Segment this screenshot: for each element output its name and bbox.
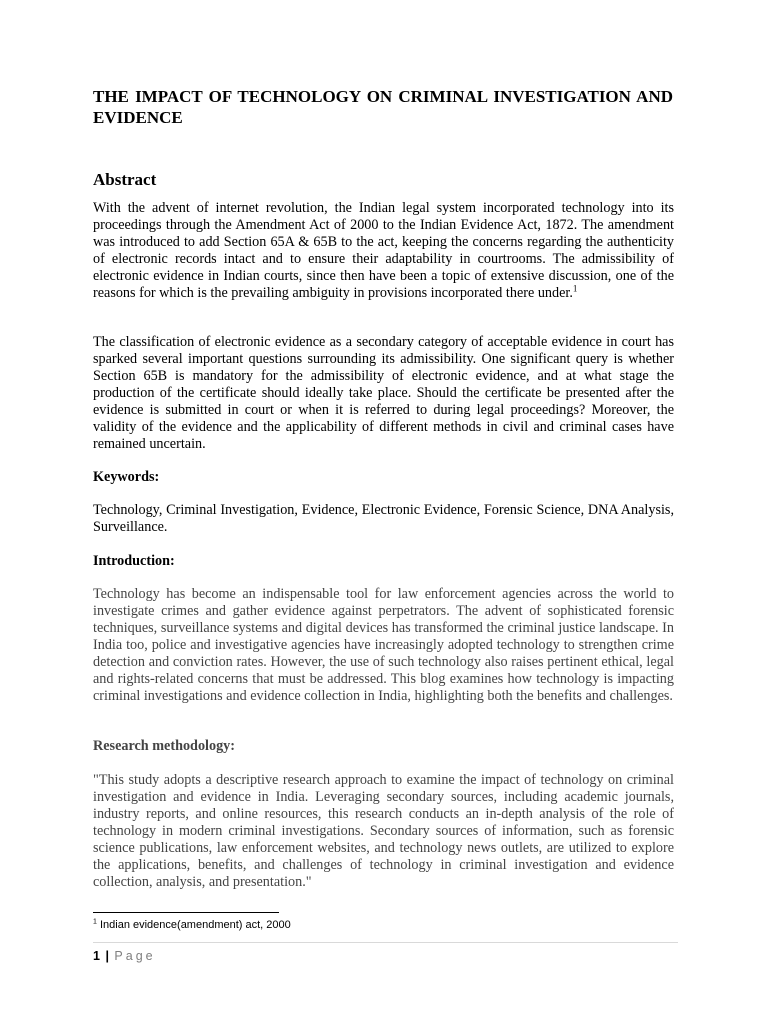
page-separator: | bbox=[105, 949, 109, 963]
abstract-paragraph-1-text: With the advent of internet revolution, the Indian legal system incorporated technology into its proceedings through the Amendment Act of 2000 to the Indian Evidence Act, 1872. The amendment was introduced to add Section 65A & 65B to the act, keeping the concerns regarding the authenticity of electronic records intact and to ensure their adaptability in courtrooms. The admissibility of electronic evidence in Indian courts, since then have been a topic of extensive discussion, one of the reasons for which is the prevailing ambiguity in provisions incorporated there under. bbox=[93, 200, 674, 301]
footnote-reference: 1 bbox=[572, 283, 578, 294]
methodology-heading: Research methodology: bbox=[93, 738, 235, 754]
footnote-text: Indian evidence(amendment) act, 2000 bbox=[99, 919, 291, 931]
footnote-number: 1 bbox=[93, 918, 97, 926]
abstract-paragraph-2: The classification of electronic evidence as a secondary category of acceptable evidence in court has sparked several important questions surrounding its admissibility. One significant query is whether Section 65B is mandatory for the admissibility of electronic evidence, and at what stage the production of the certificate should ideally take place. Should the certificate be presented after the evidence is submitted in court or when it is referred to during legal proceedings? Moreover, the validity of the evidence and the applicability of different methods in civil and criminal cases have remained uncertain. bbox=[93, 334, 674, 452]
abstract-paragraph-1 bbox=[93, 200, 674, 302]
footnote-separator bbox=[93, 912, 279, 913]
abstract-heading: Abstract bbox=[93, 170, 157, 189]
keywords-text: Technology, Criminal Investigation, Evidence, Electronic Evidence, Forensic Science, DNA Analysis, Surveillance. bbox=[93, 502, 674, 535]
document-title: THE IMPACT OF TECHNOLOGY ON CRIMINAL INVESTIGATION AND EVIDENCE bbox=[93, 87, 673, 127]
page-label: Page bbox=[114, 949, 156, 963]
footer-divider bbox=[93, 942, 678, 943]
footnote bbox=[93, 918, 291, 932]
page-number: 1 bbox=[93, 949, 100, 963]
introduction-paragraph: Technology has become an indispensable tool for law enforcement agencies across the world to investigate crimes and gather evidence against perpetrators. The advent of sophisticated forensic techniques, surveillance systems and digital devices has transformed the criminal justice landscape. In India too, police and investigative agencies have increasingly adopted technology to strengthen crime detection and conviction rates. However, the use of such technology also raises pertinent ethical, legal and rights-related concerns that must be addressed. This blog examines how technology is impacting criminal investigations and evidence collection in India, highlighting both the benefits and challenges. bbox=[93, 586, 674, 704]
introduction-heading: Introduction: bbox=[93, 553, 175, 569]
keywords-heading: Keywords: bbox=[93, 469, 160, 485]
page-footer bbox=[93, 948, 156, 964]
methodology-paragraph: "This study adopts a descriptive research approach to examine the impact of technology on criminal investigation and evidence in India. Leveraging secondary sources, including academic journals, industry reports, and online resources, this research conducts an in-depth analysis of the role of technology in modern criminal investigations. Secondary sources of information, such as forensic science publications, law enforcement websites, and technology news outlets, are utilized to explore the applications, benefits, and challenges of technology in criminal investigation and evidence collection, analysis, and presentation." bbox=[93, 772, 674, 890]
